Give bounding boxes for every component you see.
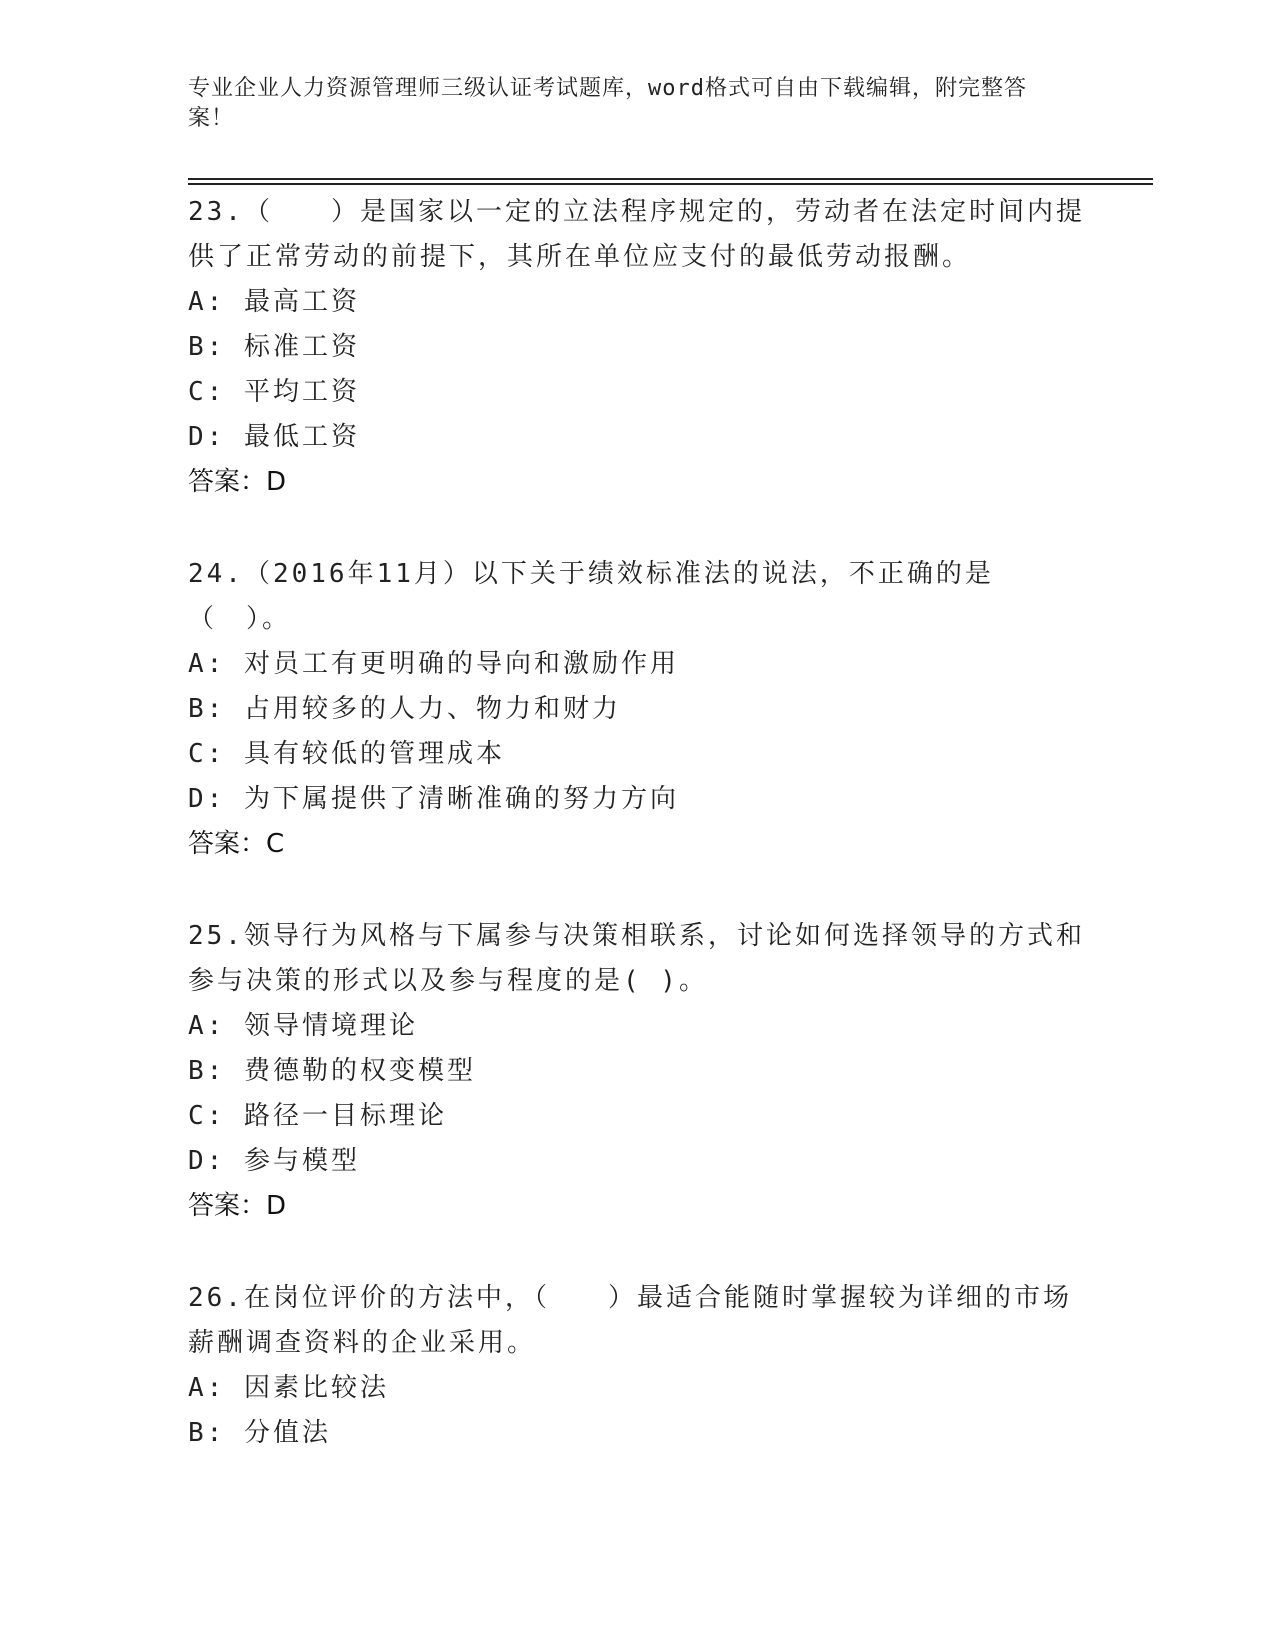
header-divider-top <box>188 178 1153 180</box>
option-c: C: 平均工资 <box>188 377 360 407</box>
option-a: A: 最高工资 <box>188 287 360 317</box>
option-c: C: 路径一目标理论 <box>188 1101 447 1131</box>
question-list <box>188 190 1088 1503</box>
option-b: B: 费德勒的权变模型 <box>188 1056 476 1086</box>
answer-line: 答案：C <box>188 829 285 859</box>
question-stem: 23.（ ）是国家以一定的立法程序规定的，劳动者在法定时间内提供了正常劳动的前提下，其所在单位应支付的最低劳动报酬。 <box>188 197 1085 272</box>
option-b: B: 占用较多的人力、物力和财力 <box>188 694 621 724</box>
question-stem: 25.领导行为风格与下属参与决策相联系，讨论如何选择领导的方式和参与决策的形式以及参与程度的是( )。 <box>188 921 1085 996</box>
option-b: B: 标准工资 <box>188 332 360 362</box>
option-d: D: 参与模型 <box>188 1146 360 1176</box>
option-b: B: 分值法 <box>188 1418 331 1448</box>
question-24 <box>188 552 1088 867</box>
question-26 <box>188 1276 1088 1456</box>
answer-line: 答案：D <box>188 1191 287 1221</box>
document-header: 专业企业人力资源管理师三级认证考试题库，word格式可自由下载编辑，附完整答案！ <box>188 76 1027 131</box>
question-stem: 24.（2016年11月）以下关于绩效标准法的说法，不正确的是（ ）。 <box>188 559 994 634</box>
option-a: A: 对员工有更明确的导向和激励作用 <box>188 649 679 679</box>
question-25 <box>188 914 1088 1229</box>
option-d: D: 为下属提供了清晰准确的努力方向 <box>188 784 679 814</box>
question-stem: 26.在岗位评价的方法中，（ ）最适合能随时掌握较为详细的市场薪酬调查资料的企业采用。 <box>188 1283 1072 1358</box>
option-d: D: 最低工资 <box>188 422 360 452</box>
question-23 <box>188 190 1088 505</box>
header-divider-bottom <box>188 183 1153 185</box>
option-a: A: 因素比较法 <box>188 1373 389 1403</box>
option-a: A: 领导情境理论 <box>188 1011 418 1041</box>
option-c: C: 具有较低的管理成本 <box>188 739 505 769</box>
answer-line: 答案：D <box>188 467 287 497</box>
